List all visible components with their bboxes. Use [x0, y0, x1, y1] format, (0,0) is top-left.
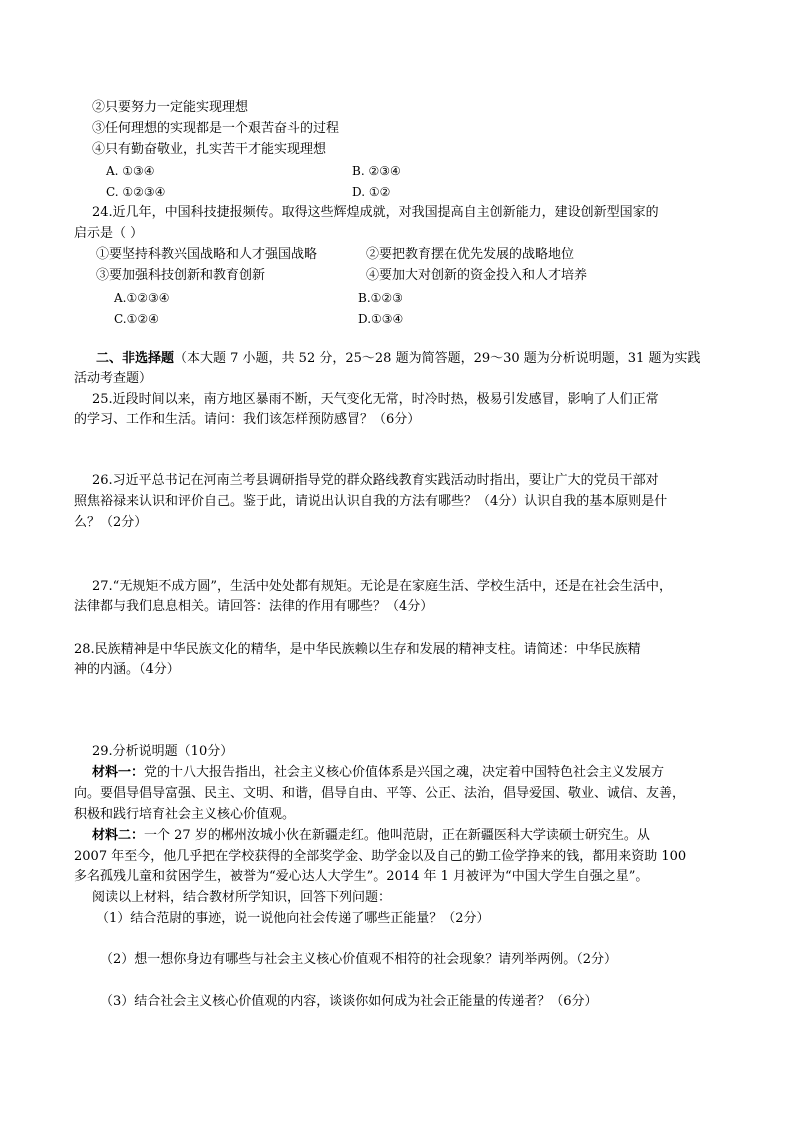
q26-line-3: 么？（2分） — [74, 515, 148, 530]
q24-statement-4: ④要加大对创新的资金投入和人才培养 — [366, 268, 588, 283]
q29-material-2-line-3: 多名孤残儿童和贫困学生，被誉为“爱心达人大学生”。2014 年 1 月被评为“中国大学生自强之星”。 — [74, 869, 649, 884]
q29-subquestion-1: （1）结合范尉的事迹，说一说他向社会传递了哪些正能量？（2分） — [96, 911, 490, 926]
q24-option-c: C.①②④ — [114, 312, 159, 326]
q24-stem-line-1: 24.近几年，中国科技捷报频传。取得这些辉煌成就，对我国提高自主创新能力，建设创新型国家的 — [92, 205, 659, 220]
q29-material-2-line-2: 2007 年至今，他几乎把在学校获得的全部奖学金、助学金以及自己的勤工俭学挣来的钱，都用来资助 100 — [74, 849, 687, 864]
q29-subquestion-3: （3）结合社会主义核心价值观的内容，谈谈你如何成为社会正能量的传递者？（6分） — [100, 994, 598, 1009]
q26-line-2: 照焦裕禄来认识和评价自己。鉴于此，请说出认识自我的方法有哪些？（4分）认识自我的基本原则是什 — [74, 494, 668, 509]
q25-line-1: 25.近段时间以来，南方地区暴雨不断，天气变化无常，时冷时热，极易引发感冒，影响了人们正常 — [92, 392, 659, 407]
q24-statement-1: ①要坚持科教兴国战略和人才强国战略 — [96, 247, 318, 262]
material-2-text: 一个 27 岁的郴州汝城小伙在新疆走红。他叫范尉，正在新疆医科大学读硕士研究生。从 — [144, 828, 650, 843]
section-2-description-line-2: 活动考查题） — [74, 371, 153, 386]
q24-statement-3: ③要加强科技创新和教育创新 — [96, 268, 266, 283]
q25-line-2: 的学习、工作和生活。请问：我们该怎样预防感冒？（6分） — [74, 412, 421, 427]
q28-line-2: 神的内涵。（4分） — [74, 662, 180, 677]
q27-line-2: 法律都与我们息息相关。请回答：法律的作用有哪些？（4分） — [74, 599, 434, 614]
q23-statement-3: ③任何理想的实现都是一个艰苦奋斗的过程 — [92, 121, 340, 136]
q29-title: 29.分析说明题（10分） — [92, 744, 234, 759]
q29-material-1-line-1 — [92, 763, 664, 783]
q24-option-b: B.①②③ — [358, 291, 403, 305]
section-2-description: （本大题 7 小题，共 52 分，25～28 题为简答题，29～30 题为分析说明题，31 题为实践 — [174, 351, 701, 366]
section-2-heading: 二、非选择题 — [96, 351, 175, 366]
material-1-text: 党的十八大报告指出，社会主义核心价值体系是兴国之魂，决定着中国特色社会主义发展方 — [144, 765, 665, 780]
material-2-label: 材料二： — [92, 828, 145, 843]
q29-material-1-line-3: 积极和践行培育社会主义核心价值观。 — [74, 807, 296, 822]
q24-statement-2: ②要把教育摆在优先发展的战略地位 — [366, 247, 575, 262]
q24-option-a: A.①②③④ — [114, 291, 170, 305]
section-2-heading-line — [96, 349, 700, 369]
q23-option-b: B. ②③④ — [352, 164, 401, 178]
material-1-label: 材料一： — [92, 765, 145, 780]
q29-instruction: 阅读以上材料，结合教材所学知识，回答下列问题： — [92, 890, 392, 905]
q29-material-2-line-1 — [92, 826, 650, 846]
q29-material-1-line-2: 向。要倡导倡导富强、民主、文明、和谐，倡导自由、平等、公正、法治，倡导爱国、敬业、诚信、友善， — [74, 786, 686, 801]
q28-line-1: 28.民族精神是中华民族文化的精华，是中华民族赖以生存和发展的精神支柱。请简述：中华民族精 — [74, 642, 641, 657]
q26-line-1: 26.习近平总书记在河南兰考县调研指导党的群众路线教育实践活动时指出，要让广大的党员干部对 — [92, 473, 659, 488]
q23-statement-2: ②只要努力一定能实现理想 — [92, 100, 249, 115]
q23-option-a: A. ①③④ — [106, 164, 155, 178]
q27-line-1: 27.“无规矩不成方圆”，生活中处处都有规矩。无论是在家庭生活、学校生活中，还是在社会生活中， — [92, 579, 672, 594]
q23-statement-4: ④只有勤奋敬业，扎实苦干才能实现理想 — [92, 142, 327, 157]
q23-option-d: D. ①② — [352, 185, 391, 199]
q24-option-d: D.①③④ — [358, 312, 404, 326]
q23-option-c: C. ①②③④ — [106, 185, 166, 199]
q29-subquestion-2: （2）想一想你身边有哪些与社会主义核心价值观不相符的社会现象？请列举两例。（2分） — [100, 952, 618, 967]
q24-stem-line-2: 启示是（ ） — [74, 226, 144, 241]
